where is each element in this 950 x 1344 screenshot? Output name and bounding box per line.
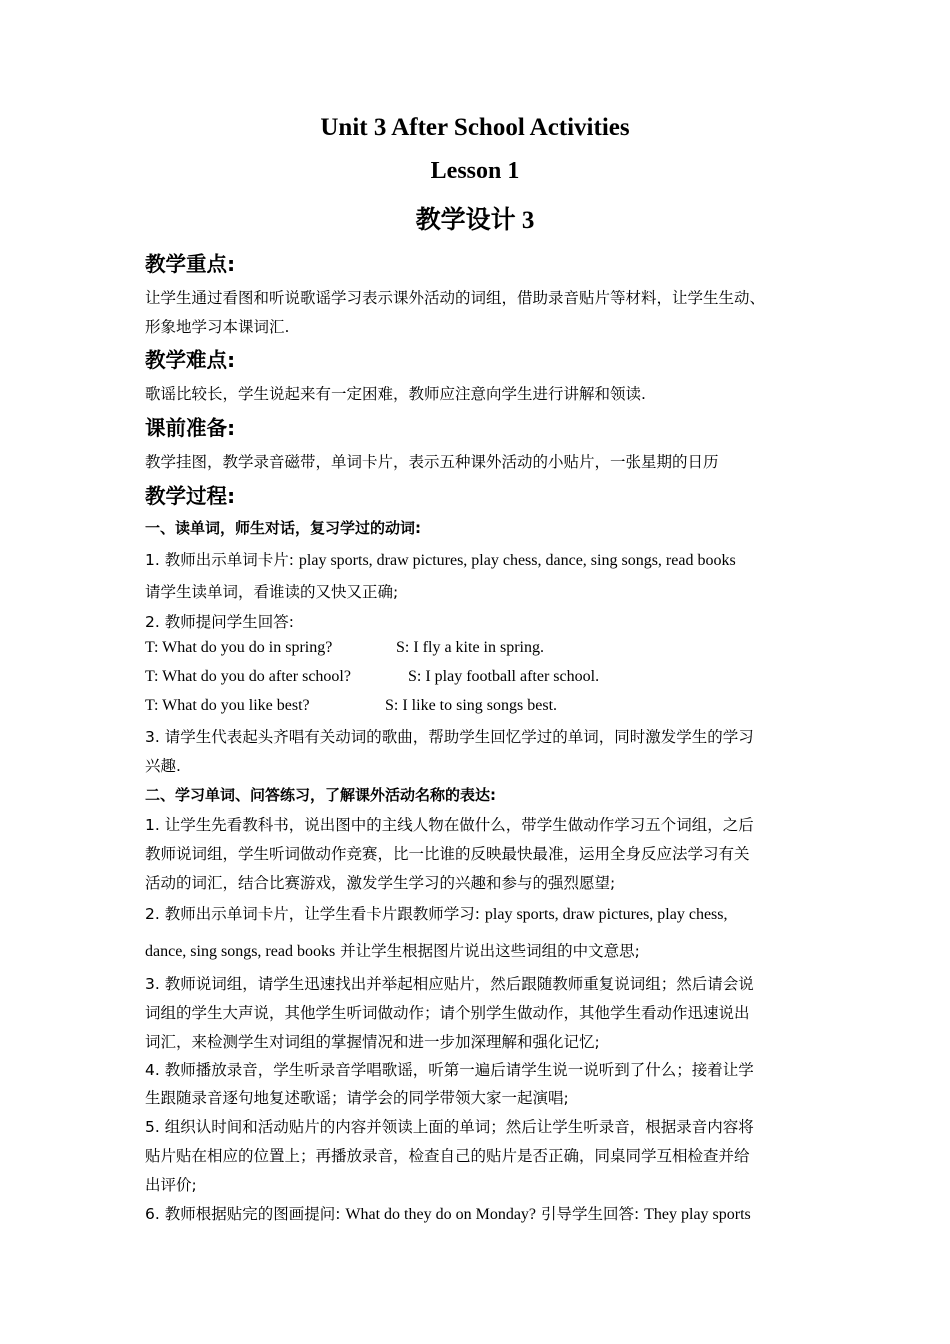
step2-item1-line: 教师说词组，学生听词做动作竞赛，比一比谁的反映最快最准，运用全身反应法学习有关 — [145, 845, 750, 863]
step2-heading: 二、学习单词、问答练习，了解课外活动名称的表达: — [145, 786, 497, 804]
step2-item3-line: 词汇，来检测学生对词组的掌握情况和进一步加深理解和强化记忆; — [145, 1033, 600, 1051]
step2-item6 — [145, 1202, 751, 1224]
step2-item5-line: 5. 组织认时间和活动贴片的内容并领读上面的单词；然后让学生听录音，根据录音内容将 — [145, 1118, 754, 1136]
preparation-line: 教学挂图，教学录音磁带，单词卡片，表示五种课外活动的小贴片，一张星期的日历 — [145, 453, 719, 471]
dialog-student-line: S: I fly a kite in spring. — [396, 639, 544, 656]
key-points-heading: 教学重点: — [145, 252, 236, 276]
step2-item4-line: 生跟随录音逐句地复述歌谣；请学会的同学带领大家一起演唱; — [145, 1089, 569, 1107]
unit-title: Unit 3 After School Activities — [320, 114, 630, 141]
lesson-title: Lesson 1 — [430, 158, 520, 184]
design-title: 教学设计 3 — [415, 207, 535, 234]
step2-item6-cn: 引导学生回答: — [540, 1205, 640, 1223]
step2-item2-line2-cn: 并让学生根据图片说出这些词组的中文意思; — [340, 942, 640, 960]
step1-item1-en: play sports, draw pictures, play chess, dance, sing songs, read books — [298, 552, 736, 569]
step2-item5-line: 贴片贴在相应的位置上；再播放录音，检查自己的贴片是否正确，同桌同学互相检查并给 — [145, 1147, 750, 1165]
step2-item3-line: 词组的学生大声说，其他学生听词做动作；请个别学生做动作，其他学生看动作迅速说出 — [145, 1004, 750, 1022]
step2-item6-en: What do they do on Monday? — [345, 1206, 537, 1223]
step1-heading: 一、读单词，师生对话，复习学过的动词: — [145, 519, 422, 537]
difficulties-heading: 教学难点: — [145, 348, 236, 372]
step1-item1-line2: 请学生读单词，看谁读的又快又正确; — [145, 583, 399, 601]
step2-item5-line: 出评价; — [145, 1176, 197, 1194]
process-heading: 教学过程: — [145, 484, 236, 508]
preparation-heading: 课前准备: — [145, 416, 236, 440]
step2-item2-cn: 2. 教师出示单词卡片，让学生看卡片跟教师学习: — [145, 905, 480, 923]
step2-item6-en: They play sports — [644, 1206, 751, 1223]
step1-item1 — [145, 548, 736, 570]
key-points-line: 让学生通过看图和听说歌谣学习表示课外活动的词组，借助录音贴片等材料，让学生生动、 — [145, 289, 766, 307]
dialog-student-line: S: I play football after school. — [408, 668, 600, 685]
dialog-teacher-line: T: What do you like best? — [145, 697, 310, 714]
step2-item2-line2-en: dance, sing songs, read books — [145, 943, 336, 960]
dialog-student-line: S: I like to sing songs best. — [385, 697, 558, 714]
step2-item1-line: 活动的词汇，结合比赛游戏，激发学生学习的兴趣和参与的强烈愿望; — [145, 874, 616, 892]
step2-item2-en: play sports, draw pictures, play chess, — [484, 906, 728, 923]
key-points-line: 形象地学习本课词汇. — [145, 318, 290, 336]
step1-item1-cn: 1. 教师出示单词卡片: — [145, 551, 294, 569]
step2-item4-line: 4. 教师播放录音，学生听录音学唱歌谣，听第一遍后请学生说一说听到了什么；接着让学 — [145, 1061, 754, 1079]
step2-item1-line: 1. 让学生先看教科书，说出图中的主线人物在做什么，带学生做动作学习五个词组，之后 — [145, 816, 754, 834]
step1-item3-line: 3. 请学生代表起头齐唱有关动词的歌曲，帮助学生回忆学过的单词，同时激发学生的学习 — [145, 728, 754, 746]
step2-item2-line2 — [145, 939, 640, 961]
step2-item2 — [145, 902, 728, 924]
step1-item2: 2. 教师提问学生回答: — [145, 613, 294, 631]
step2-item6-cn: 6. 教师根据贴完的图画提问: — [145, 1205, 341, 1223]
step1-item3-line: 兴趣. — [145, 757, 181, 775]
step2-item3-line: 3. 教师说词组，请学生迅速找出并举起相应贴片，然后跟随教师重复说词组；然后请会说 — [145, 975, 754, 993]
difficulties-line: 歌谣比较长，学生说起来有一定困难，教师应注意向学生进行讲解和领读. — [145, 385, 646, 403]
dialog-teacher-line: T: What do you do in spring? — [145, 639, 333, 656]
dialog-teacher-line: T: What do you do after school? — [145, 668, 351, 685]
